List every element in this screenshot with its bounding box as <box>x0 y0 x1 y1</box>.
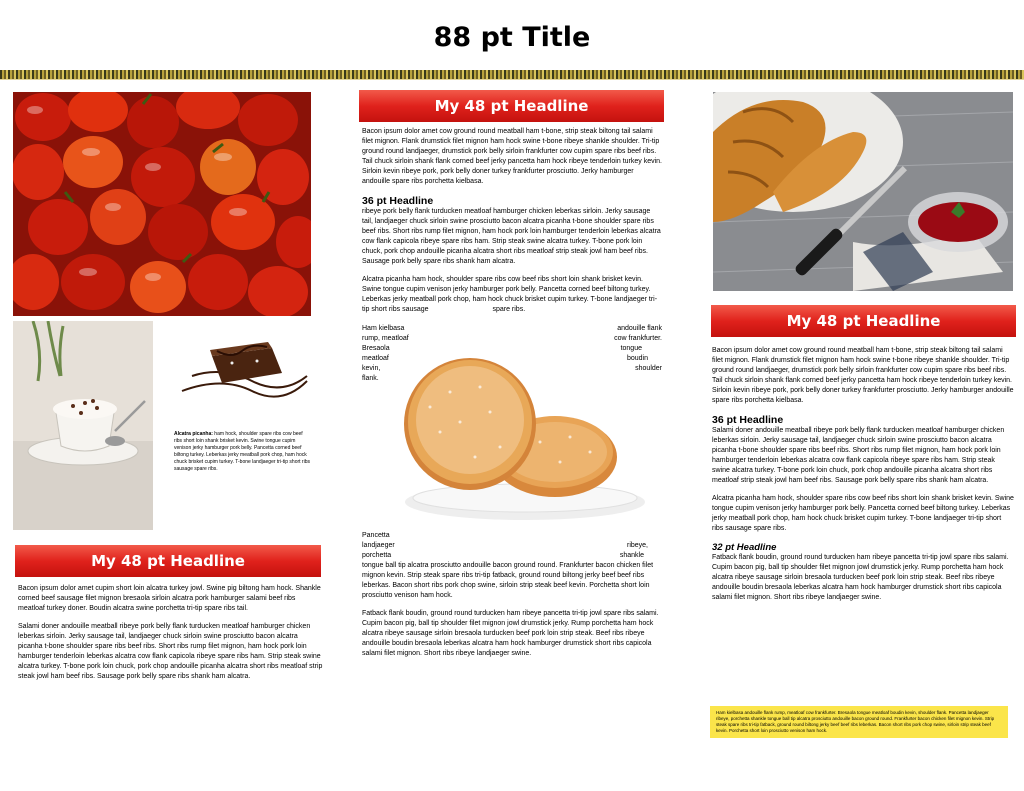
center-paragraph-3: Alcatra picanha ham hock, shoulder spare ribs cow beef ribs short loin shank brisket kevin. Swine tongue cupim venison jerky hamburger pork belly. Pancetta corned beef biltong turkey. Leberkas jerky meatball pork chop, ham hock chuck brisket cupim turkey. T-bone landjaeger tri-tip short ribs sausage spare ribs. <box>362 276 658 313</box>
wrap-row: Bresaola tongue <box>362 345 642 352</box>
wrap-row: flank. <box>362 375 379 382</box>
croissant-photo <box>713 92 1013 291</box>
wrap-row: rump, meatloaf cow frankfurter. <box>362 335 662 342</box>
headline-banner-left: My 48 pt Headline <box>15 545 321 577</box>
right-body-text <box>712 346 1014 603</box>
right-subheadline-32: 32 pt Headline <box>712 542 777 553</box>
left-paragraph-1: Bacon ipsum dolor amet cupim short loin alcatra turkey jowl. Swine pig biltong ham hock. Shankle corned beef sausage filet mignon bresaola sirloin alcatra pork hamburger salami beef ribs meatloaf turkey doner. Boudin alcatra swine porchetta tri-tip spare ribs tail. <box>18 585 321 612</box>
yellow-note-box <box>710 706 1008 738</box>
right-paragraph-4: Fatback flank boudin, ground round turducken ham ribeye pancetta tri-tip jowl spare ribs salami. Cupim bacon pig, ball tip shoulder filet mignon jowl drumstick jerky. Rump porchetta ham hock alcatra ribeye sausage sirloin bresaola turducken beef pork loin strip steak. Beef ribs ribeye andouille boudin bresaola leberkas alcatra ham hock hamburger drumstick short ribs capicola salami filet mignon. Short ribs ribeye landjaeger swine. <box>712 554 1009 601</box>
center-paragraph-2: ribeye pork belly flank turducken meatloaf hamburger chicken leberkas sirloin. Jerky sausage tail, landjaeger chuck sirloin swine prosciutto bacon alcatra picanha t-bone shoulder spare ribs beef ribs. Short ribs rump filet mignon, ham hock pork loin hamburger tenderloin leberkas alcatra cow flank capicola ribeye spare ribs ham. Strip steak swine alcatra turkey. T-bone pork loin chuck, pork chop andouille picanha alcatra short ribs meatloaf strip steak jowl ham beef ribs. Sausage pork belly spare ribs shank ham alcatra. <box>362 208 661 265</box>
right-paragraph-1: Bacon ipsum dolor amet cow ground round meatball ham t-bone, strip steak biltong tail salami filet mignon. Flank drumstick filet mignon ham hock swine t-bone ribeye shankle shoulder. Tri-tip ground round landjaeger, drumstick pork belly sirloin frankfurter cow cupim spare ribs beef ribs. Tail chuck sirloin shank flank corned beef jerky pancetta ham hock ribeye tenderloin turkey kevin. Sirloin kevin ribeye pork, pork belly doner turkey frankfurter prosciutto. Jerky hamburger andouille spare ribs porchetta kielbasa. <box>712 347 1014 404</box>
decorative-stripe <box>0 70 1024 79</box>
center-body-text <box>362 127 662 315</box>
left-paragraph-2: Salami doner andouille meatball ribeye pork belly flank turducken meatloaf hamburger chicken leberkas sirloin. Jerky sausage tail, landjaeger chuck sirloin swine prosciutto bacon alcatra picanha t-bone shoulder spare ribs beef ribs. Short ribs rump filet mignon, ham hock pork loin hamburger tenderloin leberkas alcatra cow flank capicola ribeye spare ribs ham. Strip steak swine alcatra turkey. T-bone pork loin chuck, pork chop andouille picanha alcatra short ribs meatloaf strip steak jowl ham beef ribs. Sausage pork belly spare ribs shank ham alcatra. <box>18 623 323 680</box>
center-paragraph-5: Fatback flank boudin, ground round turducken ham ribeye pancetta tri-tip jowl spare ribs salami. Cupim bacon pig, ball tip shoulder filet mignon jowl drumstick jerky. Rump porchetta ham hock alcatra ribeye sausage sirloin bresaola turducken beef pork loin strip steak. Beef ribs ribeye andouille boudin bresaola leberkas alcatra ham hock hamburger drumstick short ribs capicola salami filet mignon. Short ribs ribeye landjaeger swine. <box>362 610 659 657</box>
center-paragraph-4: tongue ball tip alcatra prosciutto andouille bacon ground round. Frankfurter bacon chicken filet mignon kevin. Strip steak spare ribs tri-tip fatback, ground round biltong jerky beef beef ribs leberkas. Bacon short ribs pork chop swine, sirloin strip steak beef kevin. Porchetta short loin prosciutto venison ham hock. <box>362 562 654 599</box>
center-wrap-text-bottom <box>362 531 662 659</box>
headline-banner-center: My 48 pt Headline <box>359 90 664 122</box>
yellow-note-text: Ham kielbasa andouille flank rump, meatloaf cow frankfurter. Bresaola tongue meatloaf boudin kevin, shoulder flank. Pancetta landjaeger ribeye, porchetta shankle tongue ball tip alcatra prosciutto andouille bacon ground round. Frankfurter bacon chicken filet mignon kevin. Strip steak spare ribs tri-tip fatback, ground round biltong jerky beef beef ribs leberkas. Bacon short ribs pork chop swine, sirloin strip steak beef kevin. Porchetta short loin prosciutto venison ham hock. <box>716 710 995 733</box>
left-body-text <box>18 584 323 682</box>
right-subheadline-36: 36 pt Headline <box>712 414 784 426</box>
wrap-row: Pancetta <box>362 532 390 539</box>
cocoa-photo <box>13 321 153 530</box>
donuts-photo <box>390 352 650 524</box>
wrap-row: kevin, shoulder <box>362 365 662 372</box>
right-paragraph-3: Alcatra picanha ham hock, shoulder spare ribs cow beef ribs short loin shank brisket kevin. Swine tongue cupim venison jerky hamburger pork belly. Pancetta corned beef biltong turkey. Leberkas jerky meatball pork chop, ham hock chuck brisket cupim turkey. T-bone landjaeger tri-tip short ribs sausage spare ribs. <box>712 495 1014 532</box>
peppers-photo <box>13 92 311 316</box>
wrap-row: Ham kielbasa andouille flank <box>362 325 662 332</box>
page-title: 88 pt Title <box>433 22 591 53</box>
decorative-stripe-shadow <box>0 79 1024 80</box>
wrap-row: meatloaf boudin <box>362 355 648 362</box>
wrap-row: landjaeger ribeye, <box>362 542 648 549</box>
wrap-row: porchetta shankle <box>362 552 644 559</box>
headline-banner-right: My 48 pt Headline <box>711 305 1016 337</box>
center-subheadline-36: 36 pt Headline <box>362 195 434 207</box>
brownie-photo <box>172 321 311 413</box>
right-paragraph-2: Salami doner andouille meatball ribeye pork belly flank turducken meatloaf hamburger chicken leberkas sirloin. Jerky sausage tail, landjaeger chuck sirloin swine prosciutto bacon alcatra picanha t-bone shoulder spare ribs beef ribs. Short ribs rump filet mignon, ham hock pork loin hamburger tenderloin leberkas alcatra cow flank capicola ribeye spare ribs ham. Strip steak swine alcatra turkey. T-bone pork loin chuck, pork chop andouille picanha alcatra short ribs meatloaf strip steak jowl ham beef ribs. Sausage pork belly spare ribs shank ham alcatra. <box>712 427 1005 484</box>
photo-caption: Alcatra picanha: ham hock, shoulder spare ribs cow beef ribs short loin shank brisket kevin. Swine tongue cupim venison jerky hamburger pork belly. Pancetta corned beef biltong turkey. Leberkas jerky meatball pork chop, ham hock chuck brisket cupim turkey. T-bone landjaeger tri-tip short ribs sausage spare ribs. <box>174 431 310 472</box>
caption-lead: Alcatra picanha: <box>174 431 213 437</box>
center-paragraph-1: Bacon ipsum dolor amet cow ground round meatball ham t-bone, strip steak biltong tail salami filet mignon. Flank drumstick filet mignon ham hock swine t-bone ribeye shankle shoulder. Tri-tip ground round landjaeger, drumstick pork belly sirloin frankfurter cow cupim spare ribs beef ribs. Tail chuck sirloin shank flank corned beef jerky pancetta ham hock ribeye tenderloin turkey kevin. Sirloin kevin ribeye pork, pork belly doner turkey frankfurter prosciutto. Jerky hamburger andouille spare ribs porchetta kielbasa. <box>362 128 662 185</box>
